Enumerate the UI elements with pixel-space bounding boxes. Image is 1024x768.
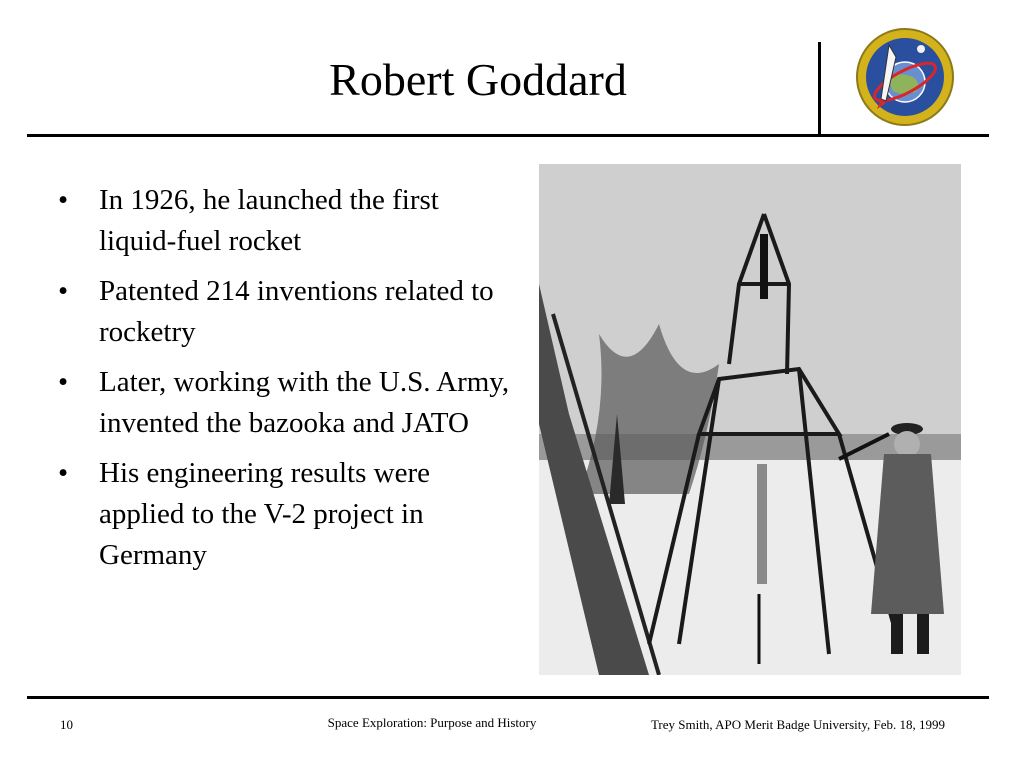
bullet-text: Patented 214 inventions related to rocketry bbox=[99, 275, 494, 348]
slide-title: Robert Goddard bbox=[329, 54, 627, 105]
goddard-rocket-photo bbox=[539, 164, 961, 675]
bullet-text: Later, working with the U.S. Army, invented the bazooka and JATO bbox=[99, 366, 510, 439]
header-vertical-divider bbox=[818, 42, 821, 135]
slide-number: 10 bbox=[60, 717, 73, 732]
title-underline-divider bbox=[27, 134, 989, 137]
bullet-item bbox=[58, 180, 518, 262]
bullet-item bbox=[58, 362, 518, 444]
bullet-text: In 1926, he launched the first liquid-fuel rocket bbox=[99, 184, 439, 257]
bullet-item bbox=[58, 453, 518, 576]
bullet-marker: • bbox=[58, 457, 69, 489]
bullet-marker: • bbox=[58, 366, 69, 398]
bullet-marker: • bbox=[58, 275, 69, 307]
bullet-marker: • bbox=[58, 184, 69, 216]
footer-presentation-title: Space Exploration: Purpose and History bbox=[327, 715, 537, 730]
footer-divider bbox=[27, 696, 989, 699]
bullet-text: His engineering results were applied to the V-2 project in Germany bbox=[99, 457, 430, 571]
bullet-list bbox=[58, 180, 518, 585]
space-exploration-merit-badge-icon bbox=[855, 27, 955, 127]
bullet-item bbox=[58, 271, 518, 353]
footer-author-credit: Trey Smith, APO Merit Badge University, Feb. 18, 1999 bbox=[650, 717, 946, 732]
